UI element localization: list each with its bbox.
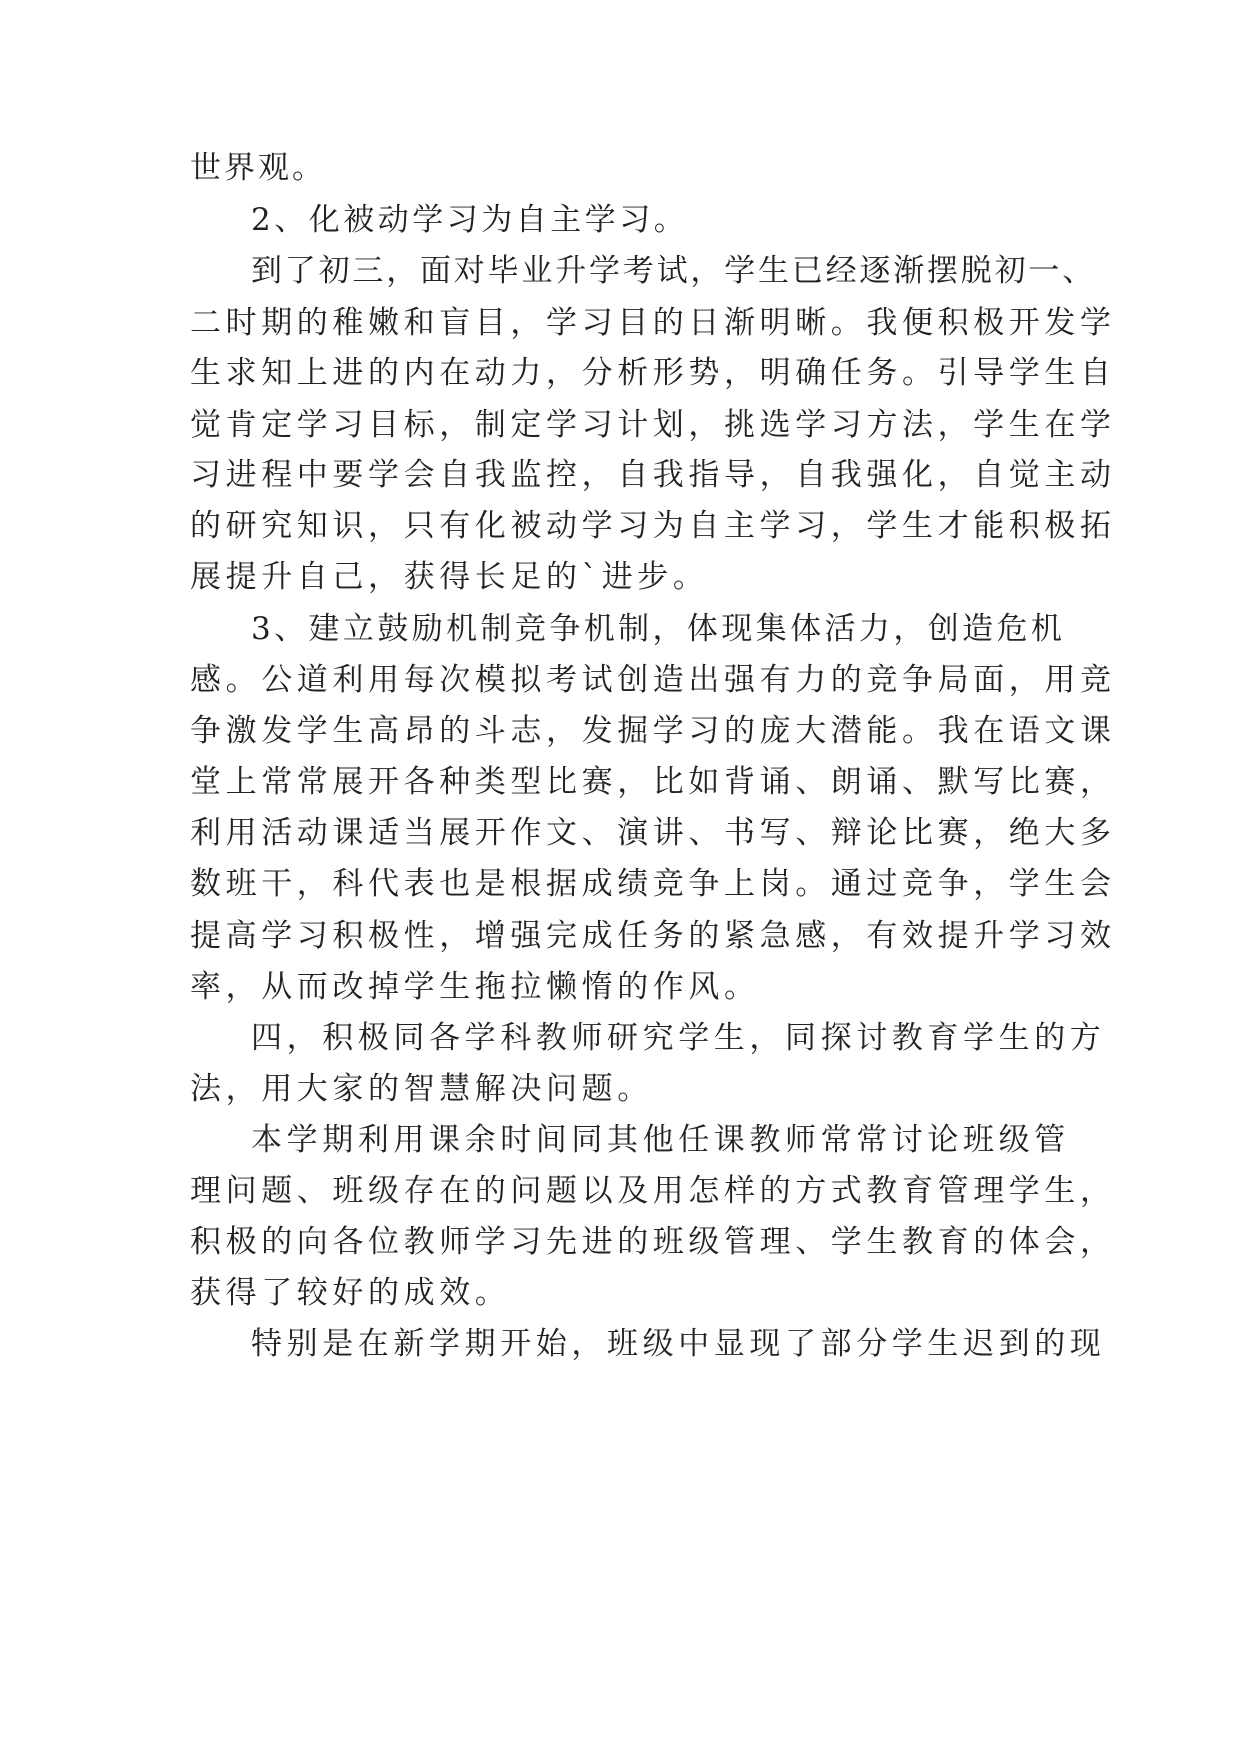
text-line: 四，积极同各学科教师研究学生，同探讨教育学生的方 bbox=[251, 1020, 1106, 1056]
text-line: 理问题、班级存在的问题以及用怎样的方式教育管理学生， bbox=[190, 1173, 1116, 1209]
text-line: 3、建立鼓励机制竞争机制，体现集体活力，创造危机 bbox=[251, 611, 1066, 647]
text-line: 二时期的稚嫩和盲目，学习目的日渐明晰。我便积极开发学 bbox=[190, 305, 1116, 341]
text-line: 到了初三，面对毕业升学考试，学生已经逐渐摆脱初一、 bbox=[251, 253, 1096, 289]
text-line: 利用活动课适当展开作文、演讲、书写、辩论比赛，绝大多 bbox=[190, 815, 1116, 851]
text-line: 世界观。 bbox=[190, 150, 326, 186]
text-line: 觉肯定学习目标，制定学习计划，挑选学习方法，学生在学 bbox=[190, 407, 1116, 443]
text-line: 法，用大家的智慧解决问题。 bbox=[190, 1071, 653, 1107]
text-line: 获得了较好的成效。 bbox=[190, 1275, 511, 1311]
text-line: 堂上常常展开各种类型比赛，比如背诵、朗诵、默写比赛， bbox=[190, 764, 1116, 800]
text-line: 生求知上进的内在动力，分析形势，明确任务。引导学生自 bbox=[190, 355, 1116, 391]
text-line: 2、化被动学习为自主学习。 bbox=[251, 202, 689, 238]
text-line: 本学期利用课余时间同其他任课教师常常讨论班级管 bbox=[251, 1122, 1070, 1158]
text-line: 数班干，科代表也是根据成绩竞争上岗。通过竞争，学生会 bbox=[190, 866, 1116, 902]
text-line: 率，从而改掉学生拖拉懒惰的作风。 bbox=[190, 969, 760, 1005]
text-line: 争激发学生高昂的斗志，发掘学习的庞大潜能。我在语文课 bbox=[190, 713, 1116, 749]
text-line: 积极的向各位教师学习先进的班级管理、学生教育的体会， bbox=[190, 1224, 1116, 1260]
text-line: 提高学习积极性，增强完成任务的紧急感，有效提升学习效 bbox=[190, 918, 1116, 954]
text-line: 展提升自己，获得长足的`进步。 bbox=[190, 559, 709, 595]
text-line: 的研究知识，只有化被动学习为自主学习，学生才能积极拓 bbox=[190, 508, 1116, 544]
text-line: 习进程中要学会自我监控，自我指导，自我强化，自觉主动 bbox=[190, 457, 1116, 493]
text-line: 感。公道利用每次模拟考试创造出强有力的竞争局面，用竞 bbox=[190, 662, 1116, 698]
text-line: 特别是在新学期开始，班级中显现了部分学生迟到的现 bbox=[251, 1326, 1106, 1362]
